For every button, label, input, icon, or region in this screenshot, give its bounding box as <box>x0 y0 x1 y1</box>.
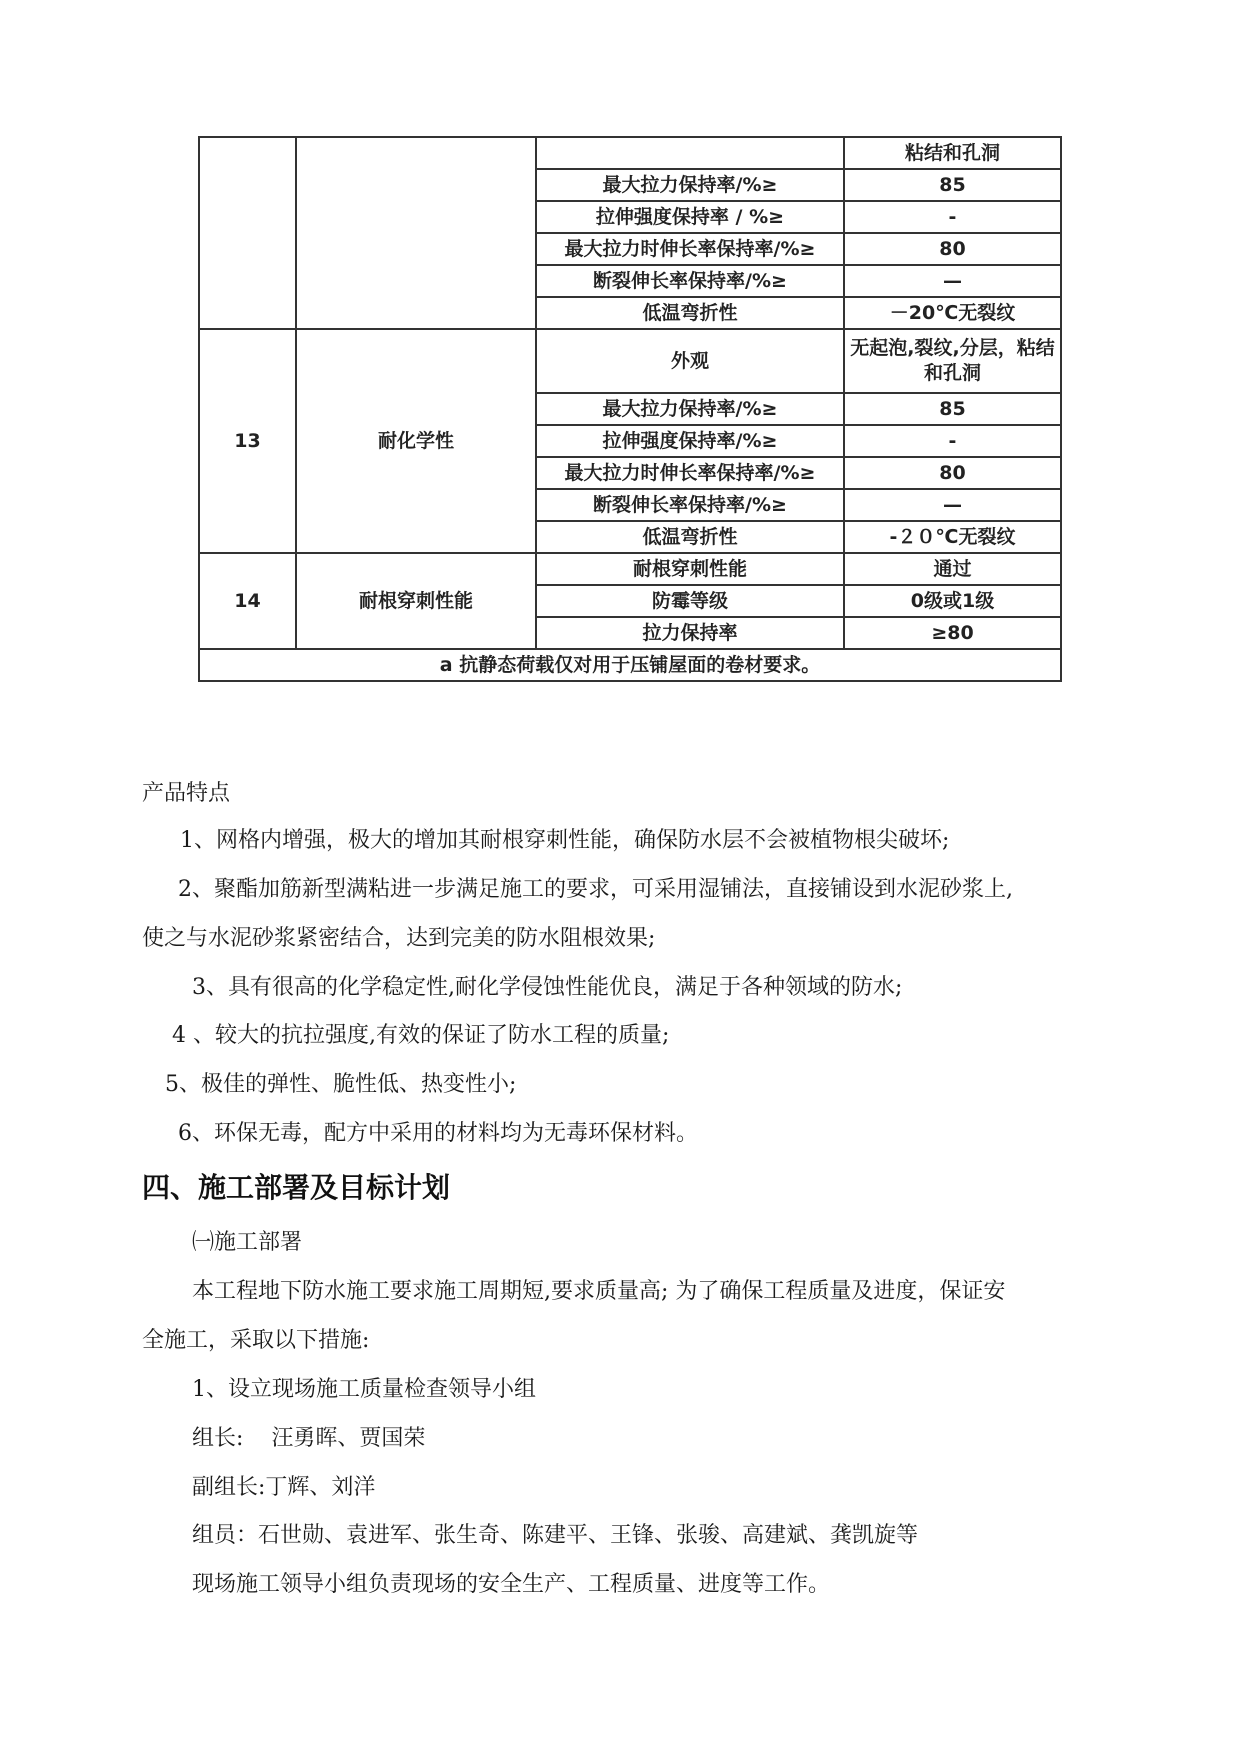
feature-item: 5、极佳的弹性、脆性低、热变性小; <box>165 1072 517 1097</box>
feature-item-continued: 使之与水泥砂浆紧密结合，达到完美的防水阻根效果; <box>142 926 656 951</box>
value-cell: - <box>844 425 1061 457</box>
item-name-cell <box>296 137 536 329</box>
sub-item-cell: 低温弯折性 <box>536 297 844 329</box>
value-cell: 0级或1级 <box>844 585 1061 617</box>
sub-item-cell: 最大拉力保持率/%≥ <box>536 169 844 201</box>
section-heading: 四、施工部署及目标计划 <box>142 1171 451 1204</box>
team-leader: 组长: 汪勇晖、贾国荣 <box>192 1426 426 1451</box>
value-cell: 85 <box>844 169 1061 201</box>
feature-item: 6、环保无毒，配方中采用的材料均为无毒环保材料。 <box>178 1121 698 1146</box>
item-name-cell: 耐根穿刺性能 <box>296 553 536 649</box>
sub-item-cell: 断裂伸长率保持率/%≥ <box>536 489 844 521</box>
value-cell: 无起泡,裂纹,分层，粘结和孔洞 <box>844 329 1061 393</box>
sub-item-cell: 防霉等级 <box>536 585 844 617</box>
team-members: 组员：石世勋、袁进军、张生奇、陈建平、王锋、张骏、高建斌、龚凯旋等 <box>192 1523 919 1548</box>
item-name-cell: 耐化学性 <box>296 329 536 553</box>
table-row <box>199 553 1061 585</box>
team-duty: 现场施工领导小组负责现场的安全生产、工程质量、进度等工作。 <box>192 1572 831 1597</box>
sub-item-cell <box>536 137 844 169</box>
sub-item-cell: 拉伸强度保持率/%≥ <box>536 425 844 457</box>
value-cell: 80 <box>844 233 1061 265</box>
value-cell: — <box>844 489 1061 521</box>
paragraph-continued: 全施工，采取以下措施: <box>142 1328 370 1353</box>
spec-table <box>198 136 1062 682</box>
team-deputy: 副组长:丁辉、刘洋 <box>192 1475 376 1500</box>
value-cell: 80 <box>844 457 1061 489</box>
subsection-heading: ㈠施工部署 <box>192 1230 303 1255</box>
value-cell: -２０℃无裂纹 <box>844 521 1061 553</box>
sub-item-cell: 最大拉力时伸长率保持率/%≥ <box>536 457 844 489</box>
row-number-cell: 13 <box>199 329 296 553</box>
sub-item-cell: 最大拉力保持率/%≥ <box>536 393 844 425</box>
value-cell: ≥80 <box>844 617 1061 649</box>
features-heading: 产品特点 <box>142 781 231 806</box>
value-cell: 85 <box>844 393 1061 425</box>
value-cell: — <box>844 265 1061 297</box>
sub-item-cell: 断裂伸长率保持率/%≥ <box>536 265 844 297</box>
value-cell: - <box>844 201 1061 233</box>
sub-item-cell: 外观 <box>536 329 844 393</box>
table-row <box>199 137 1061 169</box>
sub-item-cell: 最大拉力时伸长率保持率/%≥ <box>536 233 844 265</box>
value-cell: －20℃无裂纹 <box>844 297 1061 329</box>
row-number-cell: 14 <box>199 553 296 649</box>
feature-item: 3、具有很高的化学稳定性,耐化学侵蚀性能优良，满足于各种领域的防水; <box>192 975 903 1000</box>
sub-item-cell: 拉力保持率 <box>536 617 844 649</box>
value-cell: 粘结和孔洞 <box>844 137 1061 169</box>
list-item: 1、设立现场施工质量检查领导小组 <box>192 1377 536 1402</box>
table-row <box>199 329 1061 393</box>
table-footnote: a 抗静态荷载仅对用于压铺屋面的卷材要求。 <box>199 649 1061 681</box>
value-cell: 通过 <box>844 553 1061 585</box>
sub-item-cell: 低温弯折性 <box>536 521 844 553</box>
paragraph: 本工程地下防水施工要求施工周期短,要求质量高; 为了确保工程质量及进度，保证安 <box>192 1279 1006 1304</box>
feature-item: 1、网格内增强，极大的增加其耐根穿刺性能，确保防水层不会被植物根尖破坏; <box>180 828 950 853</box>
sub-item-cell: 耐根穿刺性能 <box>536 553 844 585</box>
feature-item: 2、聚酯加筋新型满粘进一步满足施工的要求，可采用湿铺法，直接铺设到水泥砂浆上, <box>178 877 1013 902</box>
sub-item-cell: 拉伸强度保持率 / %≥ <box>536 201 844 233</box>
row-number-cell <box>199 137 296 329</box>
feature-item: 4 、较大的抗拉强度,有效的保证了防水工程的质量; <box>172 1023 670 1048</box>
table-row <box>199 649 1061 681</box>
